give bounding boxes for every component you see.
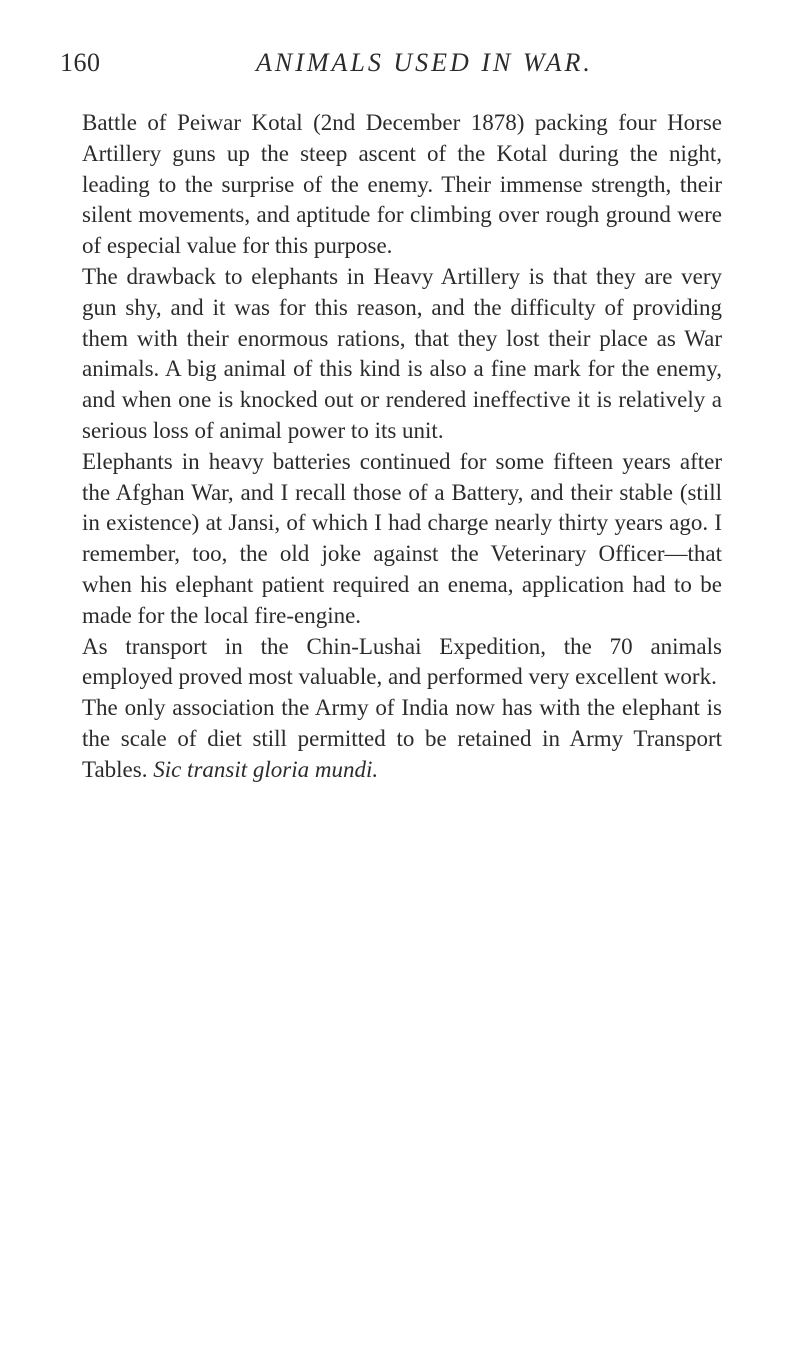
latin-phrase: Sic transit gloria mundi. bbox=[153, 756, 379, 782]
paragraph-peiwar-kotal: Battle of Peiwar Kotal (2nd December 1878) packing four Horse Artillery guns up the steep ascent of the Kotal during the night, leading to the surprise of the enemy. Their immense strength, their silent movements, and aptitude for climbing over rough ground were of especial value for this purpose. bbox=[82, 110, 722, 259]
body-text bbox=[82, 108, 722, 786]
running-head bbox=[60, 48, 722, 90]
running-title: ANIMALS USED IN WAR. bbox=[256, 48, 593, 77]
page-number: 160 bbox=[60, 48, 101, 77]
book-page bbox=[60, 48, 722, 786]
paragraph-chin-lushai: As transport in the Chin-Lushai Expedition, the 70 animals employed proved most valuable, and performed very excellent work. bbox=[82, 633, 722, 690]
paragraph-heavy-batteries: Elephants in heavy batteries continued for some fifteen years after the Afghan War, and I recall those of a Battery, and their stable (still in existence) at Jansi, of which I had charge nearly thirty years ago. I remember, too, the old joke against the Veterinary Officer—that when his elephant patient required an enema, application had to be made for the local fire-engine. bbox=[82, 448, 722, 628]
paragraph-drawback: The drawback to elephants in Heavy Artillery is that they are very gun shy, and it was for this reason, and the difficulty of providing them with their enormous rations, that they lost their place as War animals. A big animal of this kind is also a fine mark for the enemy, and when one is knocked out or rendered ineffective it is relatively a serious loss of animal power to its unit. bbox=[82, 263, 722, 443]
paragraph-army-of-india-text: The only association the Army of India now has with the elephant is the scale of diet still permitted to be retained in Army Transport Tables. bbox=[82, 695, 722, 782]
paragraph-army-of-india bbox=[82, 693, 722, 785]
